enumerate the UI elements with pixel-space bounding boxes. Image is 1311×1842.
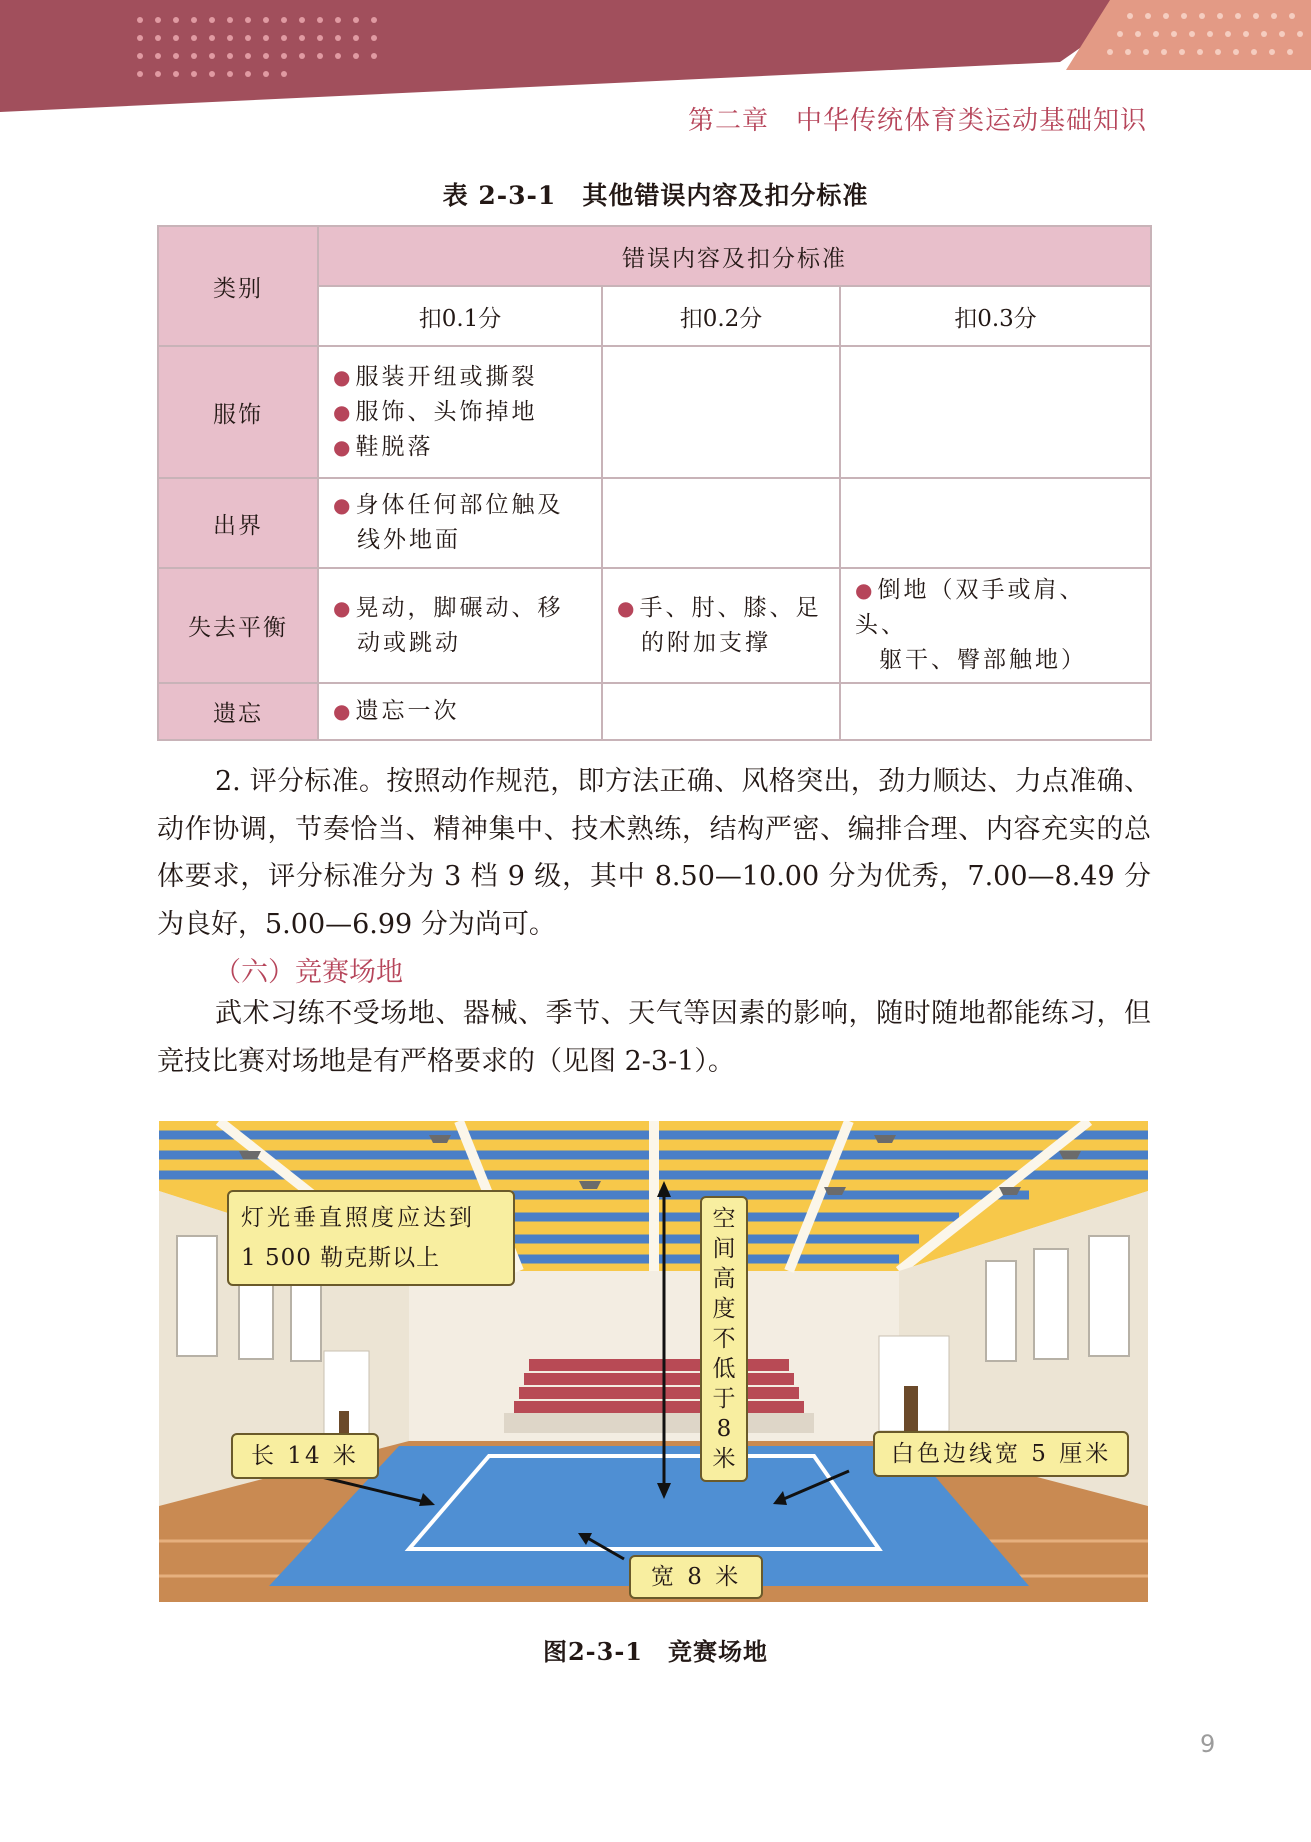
header-deduct-01: 扣0.1分: [318, 286, 602, 346]
error-item: 服装开纽或撕裂: [355, 363, 538, 390]
chapter-title: 第二章 中华传统体育类运动基础知识: [687, 106, 1147, 136]
error-item: 鞋脱落: [355, 433, 434, 460]
label-char: 8: [716, 1416, 732, 1442]
deduct-01-cell: [318, 346, 602, 478]
error-item: 手、肘、膝、足: [639, 594, 822, 621]
header-band: [0, 0, 1311, 112]
label-char: 于: [712, 1386, 736, 1412]
label-char: 间: [712, 1236, 736, 1262]
deduct-02-cell: [602, 568, 840, 683]
paragraph-scoring-standard: 2. 评分标准。按照动作规范，即方法正确、风格突出，劲力顺达、力点准确、动作协调，节奏恰当、精神集中、技术熟练，结构严密、编排合理、内容充实的总体要求，评分标准分为 3 档 9 级，其中 8.50—10.00 分为优秀，7.00—8.49 分为良好，5.00—6.99 分为尚可。: [157, 766, 1151, 940]
label-char: 空: [712, 1206, 736, 1232]
label-line: 1 500 勒克斯以上: [241, 1245, 441, 1271]
label-line: 灯光垂直照度应达到: [241, 1205, 475, 1231]
deduct-03-cell: [840, 683, 1151, 740]
label-width: 宽 8 米: [629, 1555, 763, 1599]
bullet-icon: ●: [333, 399, 354, 424]
error-item: 身体任何部位触及: [355, 492, 564, 518]
page-number: 9: [1200, 1730, 1216, 1758]
bullet-icon: ●: [333, 493, 354, 517]
deduct-02-cell: [602, 683, 840, 740]
row-category: 遗忘: [158, 683, 318, 740]
figure-caption: 图2-3-1 竞赛场地: [542, 1637, 769, 1666]
table-row: [158, 683, 1151, 740]
row-category: 服饰: [158, 346, 318, 478]
table-row: [158, 478, 1151, 568]
deduct-01-cell: [318, 568, 602, 683]
deduct-03-cell: [840, 568, 1151, 683]
label-height-requirement: [700, 1196, 748, 1482]
deduct-01-cell: [318, 683, 602, 740]
bullet-icon: ●: [855, 578, 876, 602]
deduct-02-cell: [602, 478, 840, 568]
error-item-continued: 的附加支撑: [641, 629, 771, 656]
table-row: [158, 346, 1151, 478]
table-caption: 表 2-3-1 其他错误内容及扣分标准: [442, 181, 869, 210]
label-char: 低: [712, 1356, 736, 1382]
label-light-requirement: [227, 1190, 515, 1286]
label-char: 高: [712, 1266, 736, 1292]
header-category: 类别: [158, 226, 318, 346]
bullet-icon: ●: [333, 595, 354, 620]
deduct-01-cell: [318, 478, 602, 568]
bullet-icon: ●: [333, 434, 354, 459]
section-heading: （六）竞赛场地: [214, 957, 403, 988]
label-border-width: 白色边线宽 5 厘米: [873, 1431, 1129, 1477]
row-category: 失去平衡: [158, 568, 318, 683]
label-char: 不: [712, 1326, 736, 1352]
deduct-03-cell: [840, 346, 1151, 478]
bullet-icon: ●: [333, 699, 354, 723]
header-deduct-03: 扣0.3分: [840, 286, 1151, 346]
label-char: 度: [712, 1296, 736, 1322]
label-length: 长 14 米: [231, 1433, 379, 1479]
paragraph-venue: 武术习练不受场地、器械、季节、天气等因素的影响，随时随地都能练习，但竞技比赛对场地是有严格要求的（见图 2-3-1）。: [157, 998, 1151, 1077]
table-row: [158, 568, 1151, 683]
row-category: 出界: [158, 478, 318, 568]
error-item-continued: 动或跳动: [357, 629, 461, 656]
error-item: 晃动，脚碾动、移: [355, 594, 564, 621]
bullet-icon: ●: [617, 595, 638, 620]
error-item-continued: 线外地面: [357, 527, 461, 553]
error-item: 遗忘一次: [355, 698, 460, 724]
deduct-03-cell: [840, 478, 1151, 568]
deduct-02-cell: [602, 346, 840, 478]
bullet-icon: ●: [333, 364, 354, 389]
header-deduct-02: 扣0.2分: [602, 286, 840, 346]
error-deduction-table: [157, 225, 1152, 741]
error-item: 倒地（双手或肩、头、: [855, 577, 1086, 638]
error-item-continued: 躯干、臀部触地）: [879, 647, 1087, 673]
error-item: 服饰、头饰掉地: [355, 398, 538, 425]
label-char: 米: [712, 1446, 736, 1472]
header-error-group: 错误内容及扣分标准: [318, 226, 1151, 286]
competition-venue-figure: [159, 1121, 1148, 1602]
